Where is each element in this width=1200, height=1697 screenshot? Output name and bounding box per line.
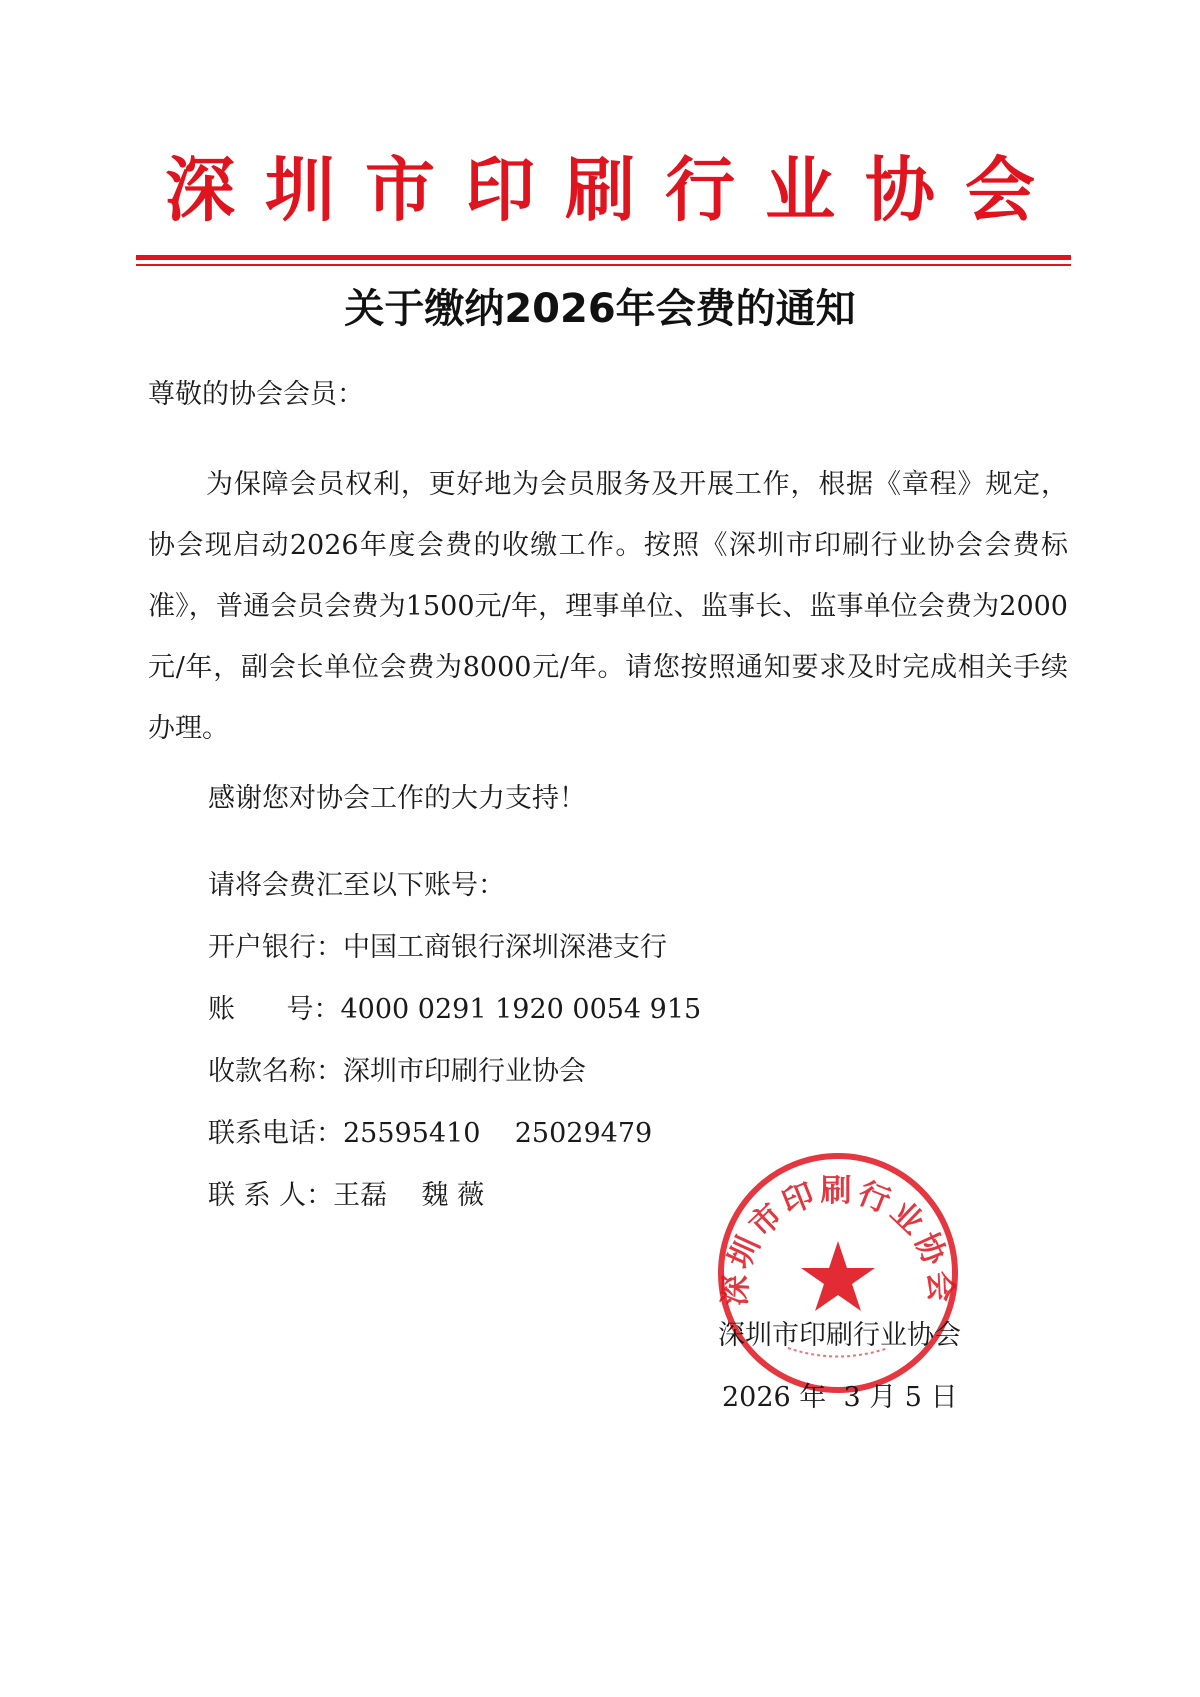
payee-row — [208, 1054, 586, 1090]
signature-date: 2026 年 3 月 5 日 — [722, 1382, 958, 1413]
phone-value: 25595410 25029479 — [343, 1118, 653, 1149]
official-seal — [708, 1143, 968, 1403]
salutation: 尊敬的协会会员： — [148, 379, 364, 410]
contact-row — [208, 1178, 484, 1214]
payee-value: 深圳市印刷行业协会 — [343, 1056, 586, 1087]
account-label: 账 号： — [208, 994, 341, 1025]
letterhead: 深圳市印刷行业协会 — [165, 149, 1065, 231]
contact-value: 王磊 魏 薇 — [333, 1180, 485, 1211]
thanks-line: 感谢您对协会工作的大力支持！ — [208, 783, 586, 814]
document-title: 关于缴纳2026年会费的通知 — [344, 286, 856, 332]
letterhead-rule-thin — [136, 264, 1071, 266]
payee-label: 收款名称： — [208, 1056, 343, 1087]
seal-star-icon — [801, 1241, 875, 1311]
phone-row — [208, 1116, 652, 1152]
account-value: 4000 0291 1920 0054 915 — [340, 994, 702, 1025]
bank-value: 中国工商银行深圳深港支行 — [343, 932, 667, 963]
phone-label: 联系电话： — [208, 1118, 343, 1149]
body-paragraph: 为保障会员权利，更好地为会员服务及开展工作，根据《章程》规定，协会现启动2026年度会费的收缴工作。按照《深圳市印刷行业协会会费标准》，普通会员会费为1500元/年，理事单位、监事长、监事单位会费为2000元/年，副会长单位会费为8000元/年。请您按照通知要求及时完成相关手续办理。 — [148, 469, 1068, 744]
bank-label: 开户银行： — [208, 932, 343, 963]
bank-row — [208, 930, 667, 966]
contact-label: 联 系 人： — [208, 1180, 334, 1211]
signature-org: 深圳市印刷行业协会 — [718, 1320, 961, 1351]
seal-text: 深圳市印刷行业协会 — [717, 1173, 959, 1307]
account-row — [208, 992, 701, 1028]
letterhead-rule-thick — [136, 255, 1071, 260]
payment-intro: 请将会费汇至以下账号： — [208, 870, 505, 901]
